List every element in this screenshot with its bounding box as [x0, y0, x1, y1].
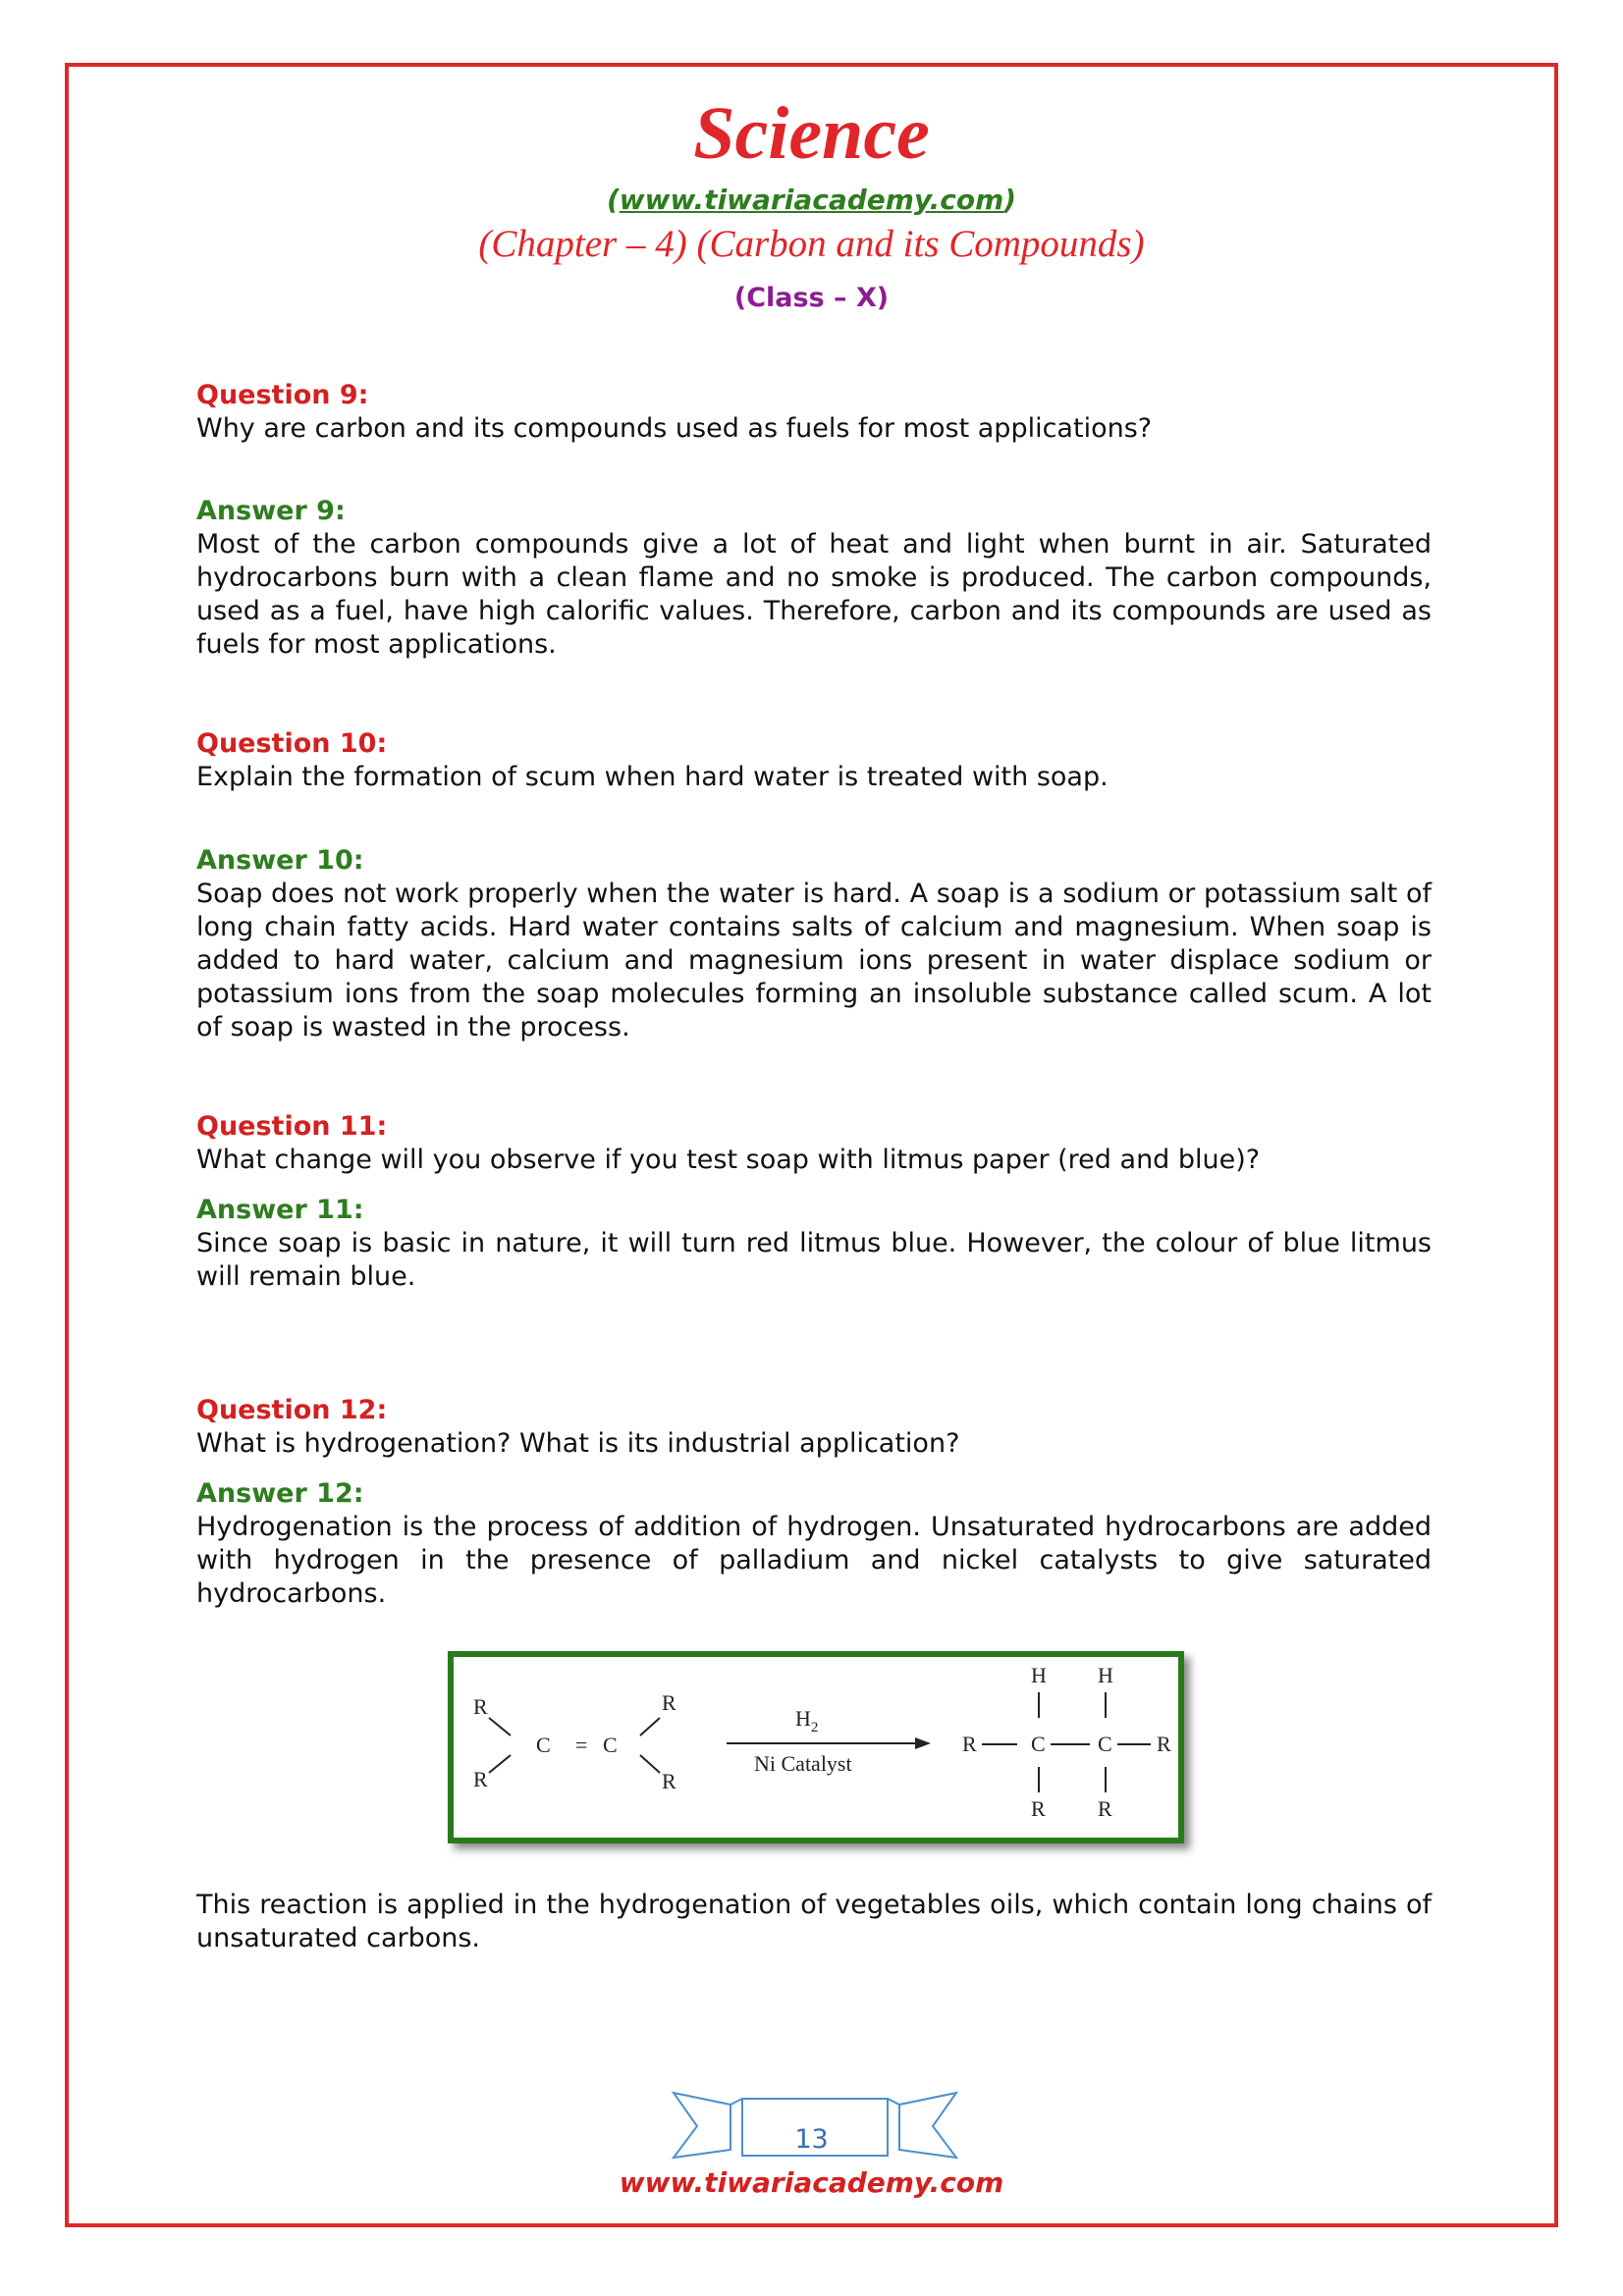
- question-9: [196, 379, 1432, 446]
- closing-text: This reaction is applied in the hydrogenation of vegetables oils, which contain long chains of unsaturated carbons.: [196, 1890, 1432, 1953]
- question-text: What is hydrogenation? What is its industrial application?: [196, 1428, 960, 1459]
- answer-9: [196, 495, 1432, 662]
- hydrogenation-reaction-svg: [454, 1657, 1178, 1838]
- answer-label: Answer 9:: [196, 496, 346, 526]
- reactant-r-bottom-left: R: [473, 1767, 488, 1791]
- ribbon-fold: [730, 2099, 742, 2105]
- product-h-right: H: [1098, 1663, 1113, 1687]
- product-r-right: R: [1157, 1732, 1171, 1756]
- reactant-r-top-left: R: [473, 1694, 488, 1719]
- question-label: Question 10:: [196, 728, 388, 759]
- answer-label: Answer 11:: [196, 1195, 364, 1225]
- answer-text: Soap does not work properly when the water is hard. A soap is a sodium or potassium salt of long chain fatty acids. Hard water contains salts of calcium and magnesium. When soap is added to hard water, calcium and magnesium ions present in water displace sodium or potassium ions from the soap molecules forming an insoluble substance called scum. A lot of soap is wasted in the process.: [196, 879, 1432, 1042]
- bond-line: [489, 1718, 511, 1735]
- h2-main: H: [795, 1706, 811, 1731]
- website-open-paren: (: [606, 184, 620, 216]
- h2-subscript: 2: [810, 1720, 819, 1735]
- answer-label: Answer 12:: [196, 1478, 364, 1509]
- h2-label: [795, 1706, 818, 1735]
- question-11: [196, 1110, 1432, 1177]
- question-label: Question 12:: [196, 1395, 388, 1425]
- ribbon-fold: [888, 2099, 899, 2105]
- reactant-carbon-right: C: [603, 1733, 618, 1757]
- bond-line: [640, 1755, 660, 1773]
- catalyst-label: Ni Catalyst: [754, 1751, 852, 1776]
- question-label: Question 9:: [196, 380, 369, 410]
- question-10: [196, 727, 1432, 794]
- header-website-link[interactable]: www.tiwariacademy.com: [619, 184, 1004, 216]
- question-text: What change will you observe if you test soap with litmus paper (red and blue)?: [196, 1145, 1261, 1175]
- hydrogenation-diagram: [448, 1651, 1184, 1843]
- reaction-arrow-head: [915, 1737, 931, 1749]
- website-close-paren: ): [1003, 184, 1017, 216]
- header-website: [0, 184, 1623, 216]
- question-12: [196, 1394, 1432, 1461]
- question-text: Explain the formation of scum when hard water is treated with soap.: [196, 762, 1109, 792]
- answer-11: [196, 1194, 1432, 1294]
- product-carbon-left: C: [1031, 1732, 1046, 1756]
- double-bond: =: [575, 1733, 588, 1757]
- bond-line: [489, 1755, 511, 1773]
- footer-url[interactable]: www.tiwariacademy.com: [619, 2166, 1004, 2199]
- chapter-heading: (Chapter – 4) (Carbon and its Compounds): [478, 223, 1145, 265]
- answer-10: [196, 844, 1432, 1044]
- product-r-bottom-left: R: [1031, 1796, 1046, 1821]
- question-text: Why are carbon and its compounds used as fuels for most applications?: [196, 413, 1153, 444]
- product-r-bottom-right: R: [1098, 1796, 1112, 1821]
- product-r-left: R: [962, 1732, 977, 1756]
- answer-text: Most of the carbon compounds give a lot of heat and light when burnt in air. Saturated hydrocarbons burn with a clean flame and no smoke is produced. The carbon compounds, used as a fuel, have high calorific values. Therefore, carbon and its compounds are used as fuels for most applications.: [196, 529, 1432, 660]
- answer-text: Hydrogenation is the process of addition of hydrogen. Unsaturated hydrocarbons are added with hydrogen in the presence of palladium and nickel catalysts to give saturated hydrocarbons.: [196, 1512, 1432, 1609]
- bond-line: [640, 1718, 660, 1735]
- page-title: Science: [693, 92, 930, 175]
- reactant-r-top-right: R: [662, 1690, 676, 1715]
- class-heading: (Class – X): [733, 283, 890, 313]
- answer-label: Answer 10:: [196, 845, 364, 876]
- question-label: Question 11:: [196, 1111, 388, 1142]
- product-carbon-right: C: [1098, 1732, 1112, 1756]
- closing-paragraph: [196, 1889, 1432, 1955]
- answer-12: [196, 1477, 1432, 1611]
- answer-text: Since soap is basic in nature, it will turn red litmus blue. However, the colour of blue litmus will remain blue.: [196, 1228, 1432, 1292]
- product-h-left: H: [1031, 1663, 1047, 1687]
- reactant-r-bottom-right: R: [662, 1769, 676, 1793]
- reactant-carbon-left: C: [536, 1733, 551, 1757]
- page-number: 13: [794, 2124, 829, 2155]
